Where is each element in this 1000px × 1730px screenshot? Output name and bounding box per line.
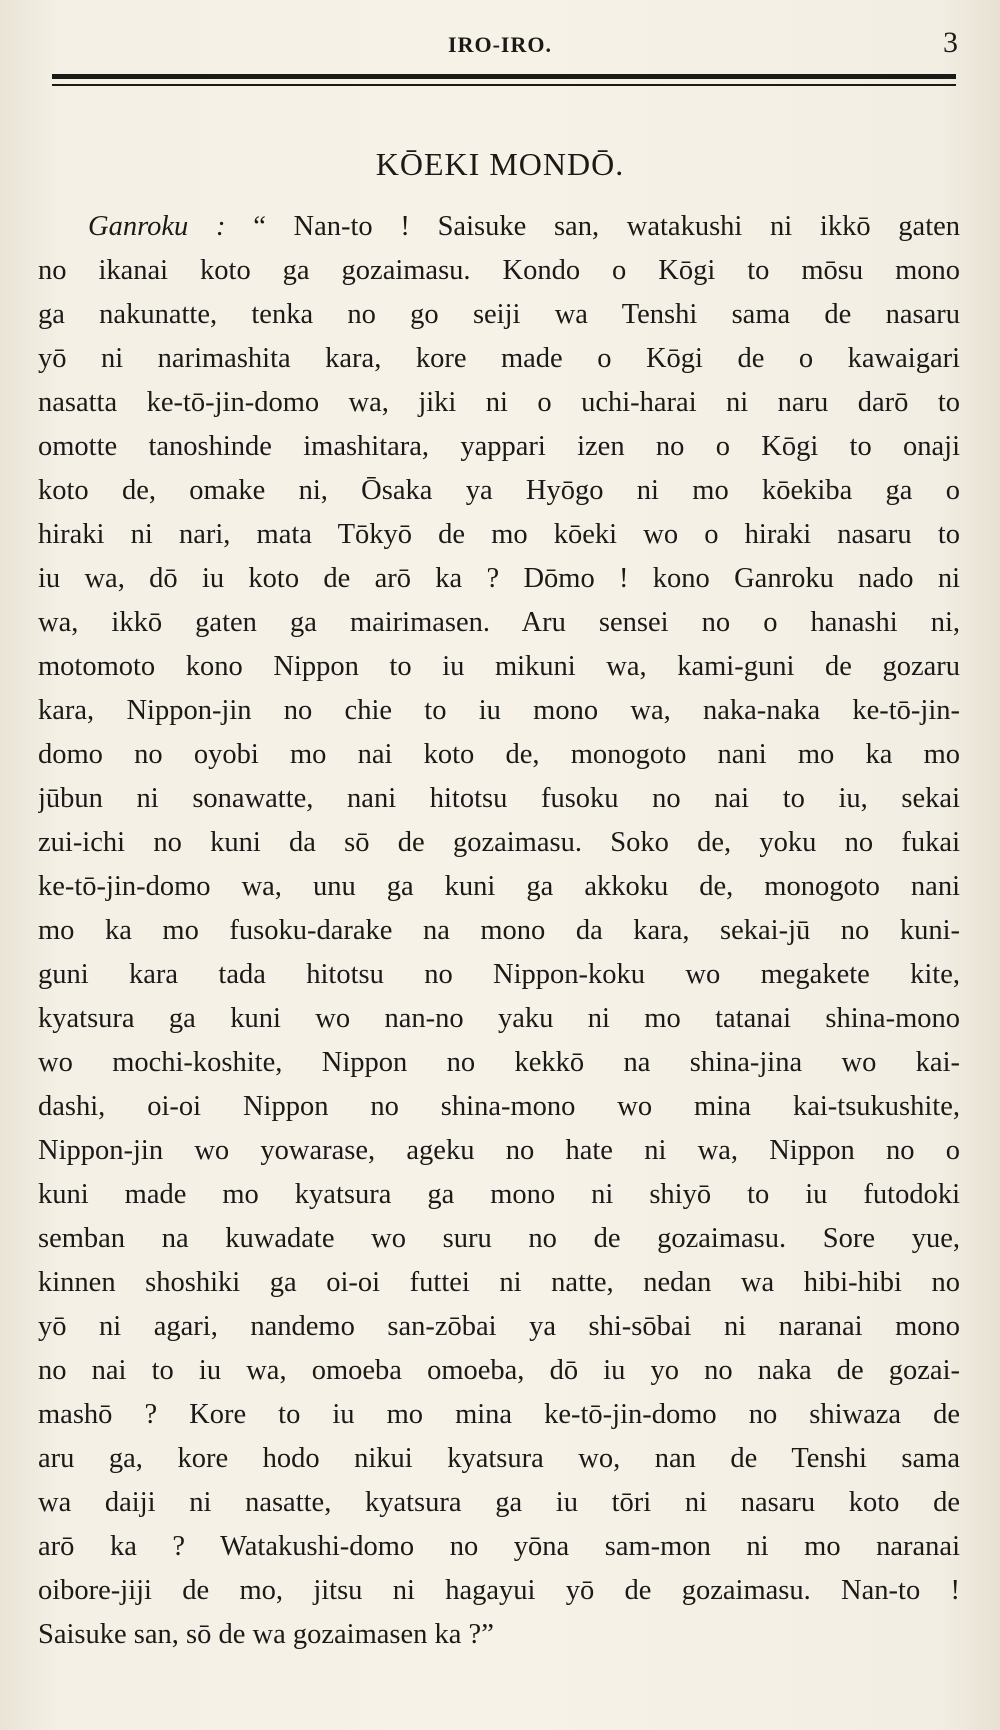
running-head [0,26,1000,66]
text-line: wa daiji ni nasatte, kyatsura ga iu tōri ni nasaru koto de [38,1487,960,1518]
text-line: wa, ikkō gaten ga mairimasen. Aru sensei no o hanashi ni, [38,607,960,638]
body-text [38,205,960,1657]
text-line: arō ka ? Watakushi-domo no yōna sam-mon ni mo naranai [38,1531,960,1562]
text-line: yō ni narimashita kara, kore made o Kōgi de o kawaigari [38,343,960,374]
text-line: iu wa, dō iu koto de arō ka ? Dōmo ! kono Ganroku nado ni [38,563,960,594]
text-line: wo mochi-koshite, Nippon no kekkō na shina-jina wo kai- [38,1047,960,1078]
text-line: kuni made mo kyatsura ga mono ni shiyō to iu futodoki [38,1179,960,1210]
text-line-content: “ Nan-to ! Saisuke san, watakushi ni ikkō gaten [253,211,960,242]
text-line: no nai to iu wa, omoeba omoeba, dō iu yo no naka de gozai- [38,1355,960,1386]
text-line: Saisuke san, sō de wa gozaimasen ka ?” [38,1619,494,1650]
text-line: domo no oyobi mo nai koto de, monogoto nani mo ka mo [38,739,960,770]
running-title: IRO-IRO. [448,32,552,57]
text-line: dashi, oi-oi Nippon no shina-mono wo mina kai-tsukushite, [38,1091,960,1122]
text-line: guni kara tada hitotsu no Nippon-koku wo megakete kite, [38,959,960,990]
text-line: oibore-jiji de mo, jitsu ni hagayui yō de gozaimasu. Nan-to ! [38,1575,960,1606]
text-line: semban na kuwadate wo suru no de gozaimasu. Sore yue, [38,1223,960,1254]
text-line: ke-tō-jin-domo wa, unu ga kuni ga akkoku de, monogoto nani [38,871,960,902]
section-title: KŌEKI MONDŌ. [375,146,625,182]
text-line: motomoto kono Nippon to iu mikuni wa, kami-guni de gozaru [38,651,960,682]
text-line: yō ni agari, nandemo san-zōbai ya shi-sōbai ni naranai mono [38,1311,960,1342]
text-line: omotte tanoshinde imashitara, yappari izen no o Kōgi to onaji [38,431,960,462]
text-line: no ikanai koto ga gozaimasu. Kondo o Kōgi to mōsu mono [38,255,960,286]
text-line: aru ga, kore hodo nikui kyatsura wo, nan de Tenshi sama [38,1443,960,1474]
speaker-name: Ganroku : [88,211,226,242]
text-line: koto de, omake ni, Ōsaka ya Hyōgo ni mo kōekiba ga o [38,475,960,506]
text-line: kyatsura ga kuni wo nan-no yaku ni mo tatanai shina-mono [38,1003,960,1034]
page-number: 3 [943,26,958,59]
text-line: zui-ichi no kuni da sō de gozaimasu. Soko de, yoku no fukai [38,827,960,858]
text-line [38,205,960,249]
text-line: mashō ? Kore to iu mo mina ke-tō-jin-domo no shiwaza de [38,1399,960,1430]
text-line: kara, Nippon-jin no chie to iu mono wa, naka-naka ke-tō-jin- [38,695,960,726]
text-line: hiraki ni nari, mata Tōkyō de mo kōeki wo o hiraki nasaru to [38,519,960,550]
text-line: kinnen shoshiki ga oi-oi futtei ni natte, nedan wa hibi-hibi no [38,1267,960,1298]
header-rule-thin [52,84,956,86]
text-line: Nippon-jin wo yowarase, ageku no hate ni wa, Nippon no o [38,1135,960,1166]
text-line: mo ka mo fusoku-darake na mono da kara, sekai-jū no kuni- [38,915,960,946]
text-line: jūbun ni sonawatte, nani hitotsu fusoku no nai to iu, sekai [38,783,960,814]
text-line: ga nakunatte, tenka no go seiji wa Tenshi sama de nasaru [38,299,960,330]
header-rule-thick [52,74,956,79]
text-line: nasatta ke-tō-jin-domo wa, jiki ni o uchi-harai ni naru darō to [38,387,960,418]
